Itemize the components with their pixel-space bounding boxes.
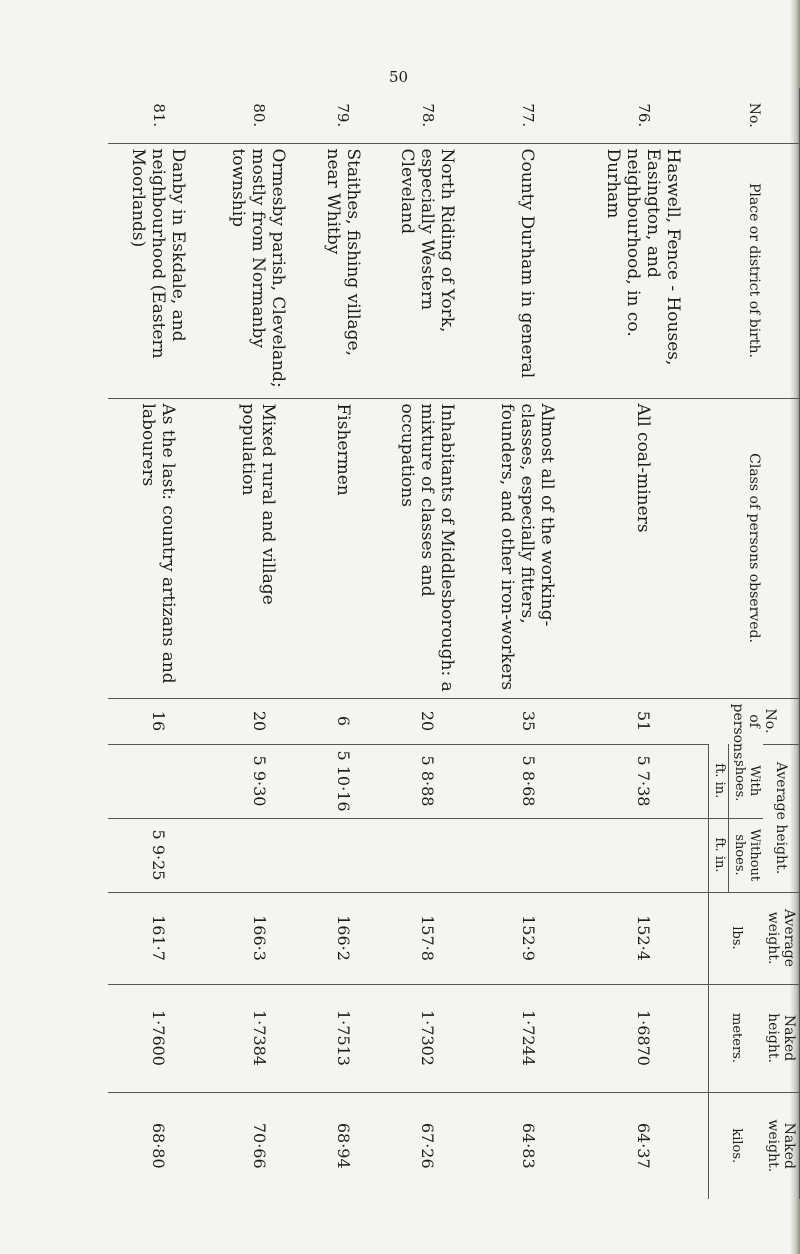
average-weight: 152·4 [577, 892, 708, 984]
place-of-birth: Haswell, Fence - Houses, Easington, and neighbourhood, in co. Durham [577, 143, 708, 398]
height-without-shoes [577, 818, 708, 892]
unit-naked-weight: kilos. [709, 1092, 763, 1199]
table-row [577, 88, 708, 1199]
place-of-birth: Danby in Eskdale, and neighbourhood (Eastern Moorlands) [108, 143, 208, 398]
height-without-shoes [377, 818, 477, 892]
persons-count: 20 [208, 698, 308, 744]
header-class: Class of persons observed. [709, 398, 800, 698]
place-of-birth: Staithes, fishing village, near Whitby [308, 143, 377, 398]
naked-weight: 64·83 [477, 1092, 577, 1199]
unit-without-shoes: ft. in. [709, 818, 729, 892]
row-number: 81. [149, 103, 168, 128]
height-with-shoes: 5 10·16 [308, 744, 377, 818]
height-without-shoes: 5 9·25 [108, 818, 208, 892]
table-row [477, 88, 577, 1199]
row-number: 76. [634, 103, 653, 128]
header-naked-weight: Naked weight. [763, 1092, 800, 1199]
naked-height: 1·6870 [577, 984, 708, 1092]
height-with-shoes: 5 9·30 [208, 744, 308, 818]
anthropometric-table [108, 88, 800, 1199]
class-of-persons: Inhabitants of Middlesborough: a mixture of classes and occupations [377, 398, 477, 698]
height-without-shoes [477, 818, 577, 892]
header-naked-height: Naked height. [763, 984, 800, 1092]
place-of-birth: Ormesby parish, Cleveland; mostly from Normanby township [208, 143, 308, 398]
height-with-shoes [108, 744, 208, 818]
naked-weight: 68·80 [108, 1092, 208, 1199]
average-weight: 161·7 [108, 892, 208, 984]
table-row [108, 88, 208, 1199]
persons-count: 35 [477, 698, 577, 744]
height-with-shoes: 5 8·68 [477, 744, 577, 818]
persons-count: 51 [577, 698, 708, 744]
persons-count: 16 [108, 698, 208, 744]
height-with-shoes: 5 7·38 [577, 744, 708, 818]
class-of-persons: Fishermen [308, 398, 377, 698]
row-number: 78. [418, 103, 437, 128]
header-no: No. [709, 88, 800, 143]
average-weight: 166·3 [208, 892, 308, 984]
naked-height: 1·7384 [208, 984, 308, 1092]
header-place: Place or district of birth. [709, 143, 800, 398]
table-row [377, 88, 477, 1199]
header-average-height: Average height. [763, 744, 800, 892]
class-of-persons: As the last: country artizans and labourers [108, 398, 208, 698]
average-weight: 152·9 [477, 892, 577, 984]
header-with-shoes: With shoes. [728, 744, 762, 818]
average-weight: 157·8 [377, 892, 477, 984]
naked-weight: 67·26 [377, 1092, 477, 1199]
class-of-persons: Almost all of the working-classes, especially fitters, founders, and other iron-workers [477, 398, 577, 698]
row-number: 77. [518, 103, 537, 128]
class-of-persons: Mixed rural and village population [208, 398, 308, 698]
height-without-shoes [308, 818, 377, 892]
place-of-birth: North Riding of York, especially Western Cleveland [377, 143, 477, 398]
header-average-weight: Average weight. [763, 892, 800, 984]
unit-avg-weight: lbs. [709, 892, 763, 984]
row-number: 80. [250, 103, 268, 128]
height-without-shoes [208, 818, 308, 892]
naked-height: 1·7244 [477, 984, 577, 1092]
header-without-shoes: Without shoes. [728, 818, 762, 892]
place-of-birth: County Durham in general [477, 143, 577, 398]
naked-weight: 64·37 [577, 1092, 708, 1199]
table-row [308, 88, 377, 1199]
header-persons: No. of persons. [709, 698, 800, 744]
naked-height: 1·7302 [377, 984, 477, 1092]
rotated-table-frame [108, 88, 800, 1199]
persons-count: 6 [308, 698, 377, 744]
unit-naked-height: meters. [709, 984, 763, 1092]
unit-with-shoes: ft. in. [709, 744, 729, 818]
naked-weight: 68·94 [308, 1092, 377, 1199]
average-weight: 166·2 [308, 892, 377, 984]
naked-weight: 70·66 [208, 1092, 308, 1199]
page-number: 50 [389, 68, 409, 86]
height-with-shoes: 5 8·88 [377, 744, 477, 818]
class-of-persons: All coal-miners [577, 398, 708, 698]
row-number: 79. [334, 103, 353, 128]
naked-height: 1·7513 [308, 984, 377, 1092]
table-row [208, 88, 308, 1199]
naked-height: 1·7600 [108, 984, 208, 1092]
persons-count: 20 [377, 698, 477, 744]
